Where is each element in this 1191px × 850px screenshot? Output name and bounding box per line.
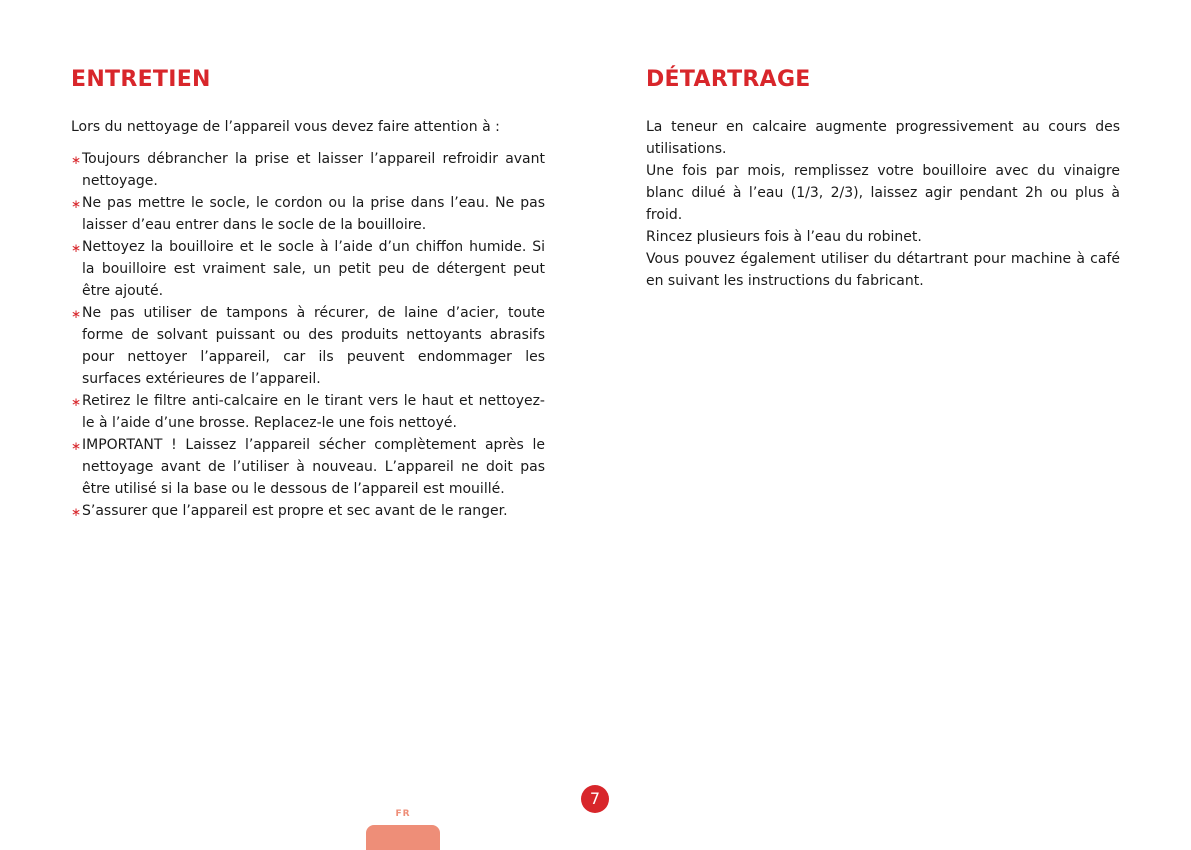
detartrage-paragraph: Une fois par mois, remplissez votre bouilloire avec du vinaigre blanc dilué à l’eau (1/3, 2/3), laissez agir pendant 2h ou plus à froid. [646, 163, 1120, 223]
entretien-bullet-list [71, 148, 545, 522]
bullet-text: Ne pas mettre le socle, le cordon ou la prise dans l’eau. Ne pas laisser d’eau entrer dans le socle de la bouilloire. [82, 195, 545, 233]
bullet-star-icon: ∗ [71, 395, 82, 409]
bullet-item [71, 390, 545, 434]
detartrage-paragraph: Vous pouvez également utiliser du détartrant pour machine à café en suivant les instructions du fabricant. [646, 251, 1120, 289]
detartrage-paragraph: La teneur en calcaire augmente progressivement au cours des utilisations. [646, 119, 1120, 157]
bullet-star-icon: ∗ [71, 505, 82, 519]
bullet-text: Retirez le filtre anti-calcaire en le tirant vers le haut et nettoyez-le à l’aide d’une brosse. Replacez-le une fois nettoyé. [82, 393, 545, 431]
bullet-text: S’assurer que l’appareil est propre et sec avant de le ranger. [82, 503, 508, 519]
bullet-text: IMPORTANT ! Laissez l’appareil sécher complètement après le nettoyage avant de l’utiliser à nouveau. L’appareil ne doit pas être utilisé si la base ou le dessous de l’appareil est mouillé. [82, 437, 545, 497]
bullet-text: Nettoyez la bouilloire et le socle à l’aide d’un chiffon humide. Si la bouilloire est vraiment sale, un petit peu de détergent peut être ajouté. [82, 239, 545, 299]
detartrage-body [646, 116, 1120, 292]
bullet-text: Ne pas utiliser de tampons à récurer, de laine d’acier, toute forme de solvant puissant ou des produits nettoyants abrasifs pour nettoyer l’appareil, car ils peuvent endommager les surfaces extérieures de l’appareil. [82, 305, 545, 387]
bullet-star-icon: ∗ [71, 197, 82, 211]
detartrage-paragraph: Rincez plusieurs fois à l’eau du robinet. [646, 229, 922, 245]
detartrage-section [646, 64, 1120, 292]
bullet-item [71, 434, 545, 500]
language-tab [366, 825, 440, 850]
bullet-item [71, 148, 545, 192]
bullet-item [71, 192, 545, 236]
page-number-badge: 7 [581, 785, 609, 813]
entretien-title: ENTRETIEN [71, 67, 211, 92]
bullet-item [71, 236, 545, 302]
bullet-star-icon: ∗ [71, 439, 82, 453]
bullet-item [71, 302, 545, 390]
bullet-text: Toujours débrancher la prise et laisser l’appareil refroidir avant nettoyage. [82, 151, 545, 189]
entretien-section [71, 64, 545, 522]
bullet-item [71, 500, 545, 522]
detartrage-title: DÉTARTRAGE [646, 67, 811, 92]
bullet-star-icon: ∗ [71, 153, 82, 167]
bullet-star-icon: ∗ [71, 241, 82, 255]
bullet-star-icon: ∗ [71, 307, 82, 321]
entretien-intro: Lors du nettoyage de l’appareil vous devez faire attention à : [71, 119, 500, 135]
language-label: FR [395, 809, 411, 819]
